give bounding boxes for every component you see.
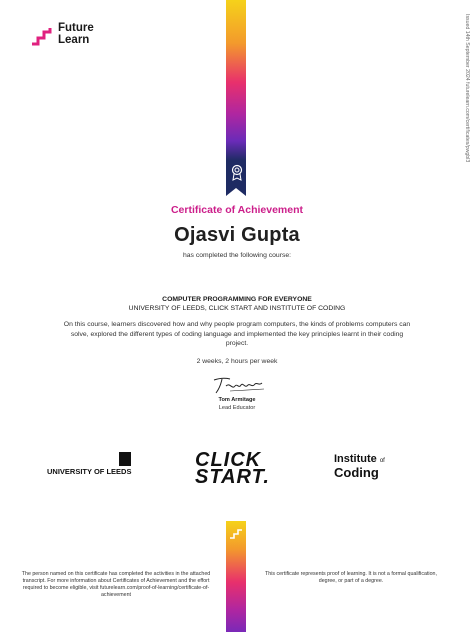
logo-line-2: Learn [58, 34, 90, 46]
course-name: COMPUTER PROGRAMMING FOR EVERYONE [162, 296, 312, 303]
logo-text [58, 22, 94, 46]
leeds-crest-icon [119, 452, 131, 466]
logo-line-1: Future [58, 22, 94, 34]
stairs-mark-icon [229, 527, 243, 539]
educator-title: Lead Educator [218, 405, 256, 411]
issue-info [460, 14, 472, 254]
footer-eligibility-note: The person named on this certificate has completed the activities in the attached transcript. For more information about Certificates of Achievement and the effort required to become eligible, visit futurelearn.com/proof-of-learning/certificate-of-achievement [21, 571, 211, 598]
institute-of-coding-logo [334, 453, 414, 481]
stairs-logo-icon [30, 26, 54, 46]
completed-text: has completed the following course: [182, 252, 292, 259]
signature-image [206, 372, 268, 396]
course-duration: 2 weeks, 2 hours per week [196, 358, 278, 365]
leeds-logo-text: UNIVERSITY OF LEEDS [47, 467, 132, 476]
recipient-name: Ojasvi Gupta [174, 224, 300, 246]
course-description: On this course, learners discovered how and why people program computers, the kinds of problems computers can solve, explored the different types of coding language and implemented the key principles learnt in their coding project. [63, 321, 411, 348]
ioc-line-1: Institute [334, 453, 377, 465]
clickstart-line-1: CLICK [195, 449, 262, 471]
university-of-leeds-logo [47, 452, 137, 478]
certificate-title: Certificate of Achievement [170, 204, 304, 216]
course-providers: UNIVERSITY OF LEEDS, CLICK START AND INSTITUTE OF CODING [128, 305, 346, 312]
ioc-line-2: Coding [334, 465, 379, 480]
click-start-logo [195, 449, 285, 488]
footer-proof-note: This certificate represents proof of learning. It is not a formal qualification, degree, or part of a degree. [265, 571, 437, 584]
course-info [0, 295, 474, 313]
award-badge-icon [230, 164, 244, 182]
clickstart-line-2: START. [195, 466, 270, 488]
futurelearn-logo [30, 20, 140, 54]
ioc-of: of [379, 458, 385, 464]
issue-text: Issued 14th September 2024 futurelearn.com/certificates/pwgbl3 [464, 14, 470, 163]
educator-name: Tom Armitage [218, 397, 256, 403]
